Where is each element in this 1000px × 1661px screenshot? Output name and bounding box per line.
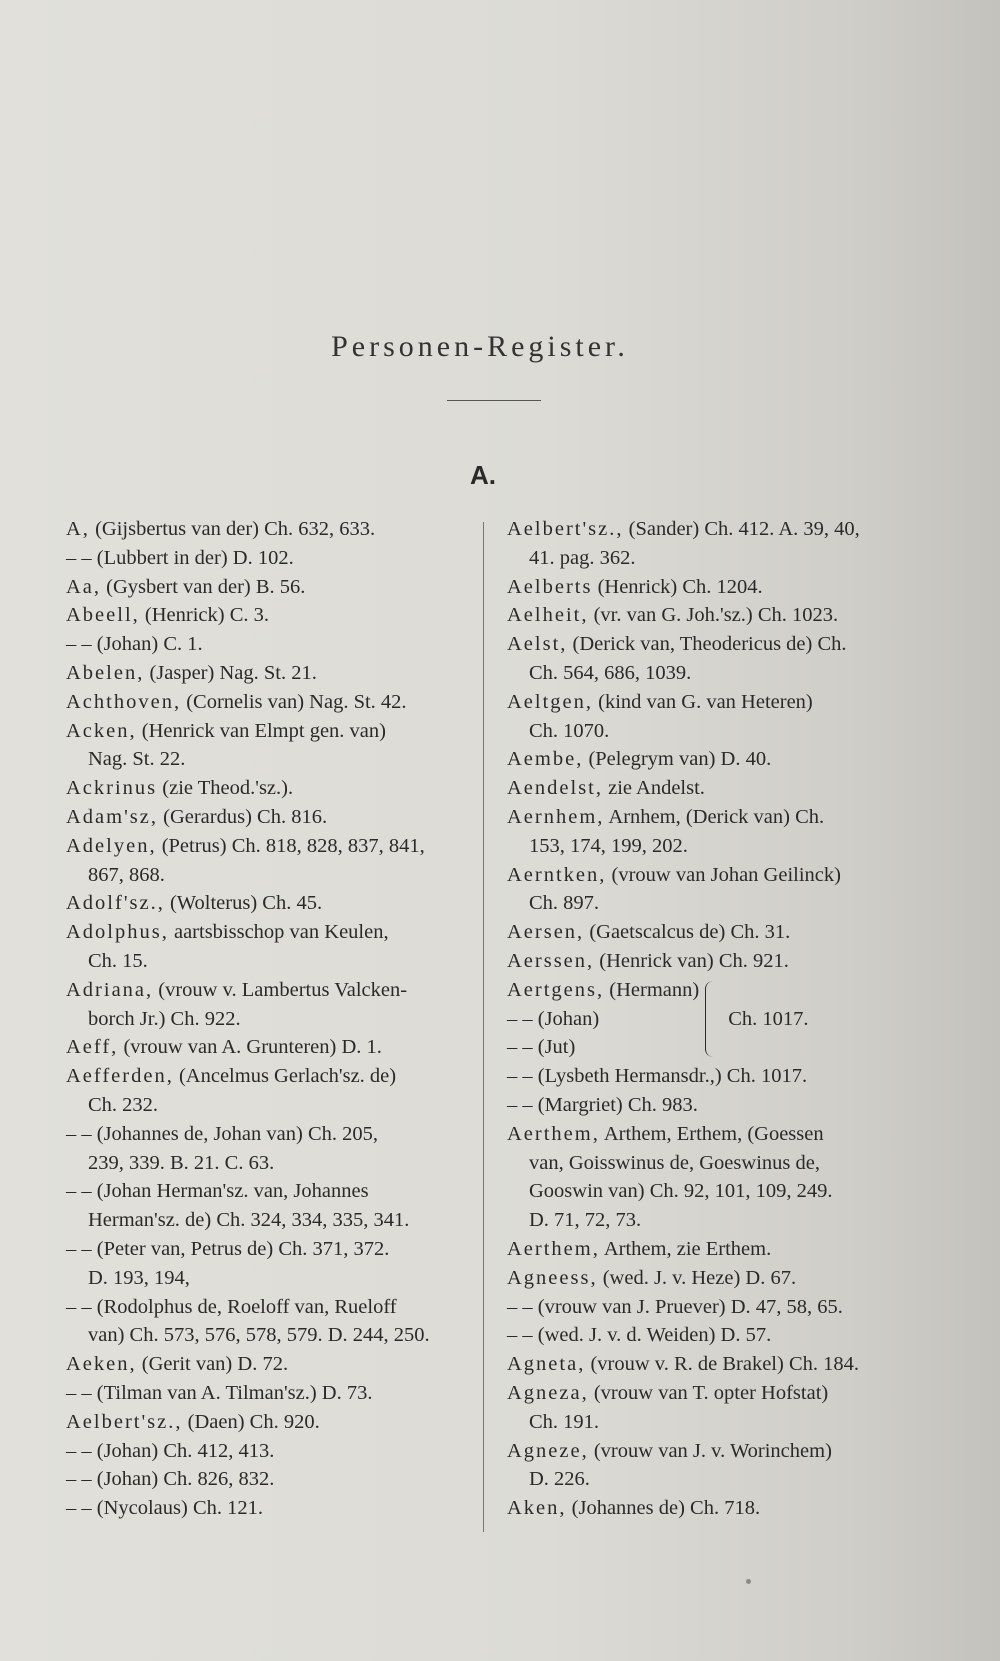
register-entry [66, 1120, 481, 1178]
entry-text: (Ancelmus Gerlach'sz. de) Ch. 232. [88, 1065, 397, 1116]
register-entry [507, 1264, 917, 1293]
register-entry [507, 861, 917, 919]
entry-text: Arnhem, (Derick van) Ch. 153, 174, 199, 202. [529, 805, 825, 857]
register-entry [66, 1293, 481, 1351]
entry-headword: Aerthem, [507, 1237, 600, 1260]
entry-text: – – (Lysbeth Hermansdr.,) Ch. 1017. [507, 1065, 808, 1088]
entry-text: – – (Johan) Ch. 412, 413. [66, 1439, 275, 1462]
entry-headword: Abeell, [66, 604, 140, 627]
group-brace [705, 981, 718, 1057]
register-entry [66, 1437, 481, 1466]
entry-text: (vrouw van A. Grunteren) D. 1. [118, 1036, 382, 1059]
register-entry [66, 1062, 481, 1120]
register-entry [507, 515, 917, 573]
entry-headword: Aerthem, [507, 1122, 600, 1145]
entry-text: – – (Johan Herman'sz. van, Johannes Herman'sz. de) Ch. 324, 334, 335, 341. [66, 1180, 410, 1232]
entry-headword: Aeltgen, [507, 690, 594, 713]
register-entry [66, 889, 481, 918]
entry-headword: Agneta, [507, 1353, 586, 1376]
register-entry [507, 630, 917, 688]
entry-text: – – (Rodolphus de, Roeloff van, Rueloff van) Ch. 573, 576, 578, 579. D. 244, 250. [66, 1295, 430, 1347]
entry-text: (Johannes de) Ch. 718. [566, 1497, 761, 1520]
entry-headword: Abelen, [66, 661, 145, 684]
entry-text: – – (Tilman van A. Tilman'sz.) D. 73. [66, 1381, 373, 1404]
register-entry [66, 1033, 481, 1062]
register-entry [507, 976, 699, 1005]
entry-text: (wed. J. v. Heze) D. 67. [597, 1266, 797, 1289]
entry-text: (Gerit van) D. 72. [136, 1353, 289, 1376]
entry-text: (vrouw van J. v. Worinchem) D. 226. [529, 1439, 832, 1491]
register-entry [66, 659, 481, 688]
register-entry [507, 947, 917, 976]
entry-text: – – (Lubbert in der) D. 102. [66, 546, 294, 569]
entry-text: – – (Johannes de, Johan van) Ch. 205, 239, 339. B. 21. C. 63. [66, 1122, 379, 1174]
entry-text: – – (wed. J. v. d. Weiden) D. 57. [507, 1324, 772, 1347]
entry-headword: Agneze, [507, 1439, 589, 1462]
entry-text: (vr. van G. Joh.'sz.) Ch. 1023. [588, 604, 839, 627]
register-entry [507, 1494, 917, 1523]
speck-mark [746, 1579, 751, 1584]
entry-text: (Gaetscalcus de) Ch. 31. [584, 921, 791, 944]
register-entry [507, 1235, 917, 1264]
entry-text: (vrouw van Johan Geilinck) Ch. 897. [529, 863, 841, 915]
page-title: Personen-Register. [331, 330, 629, 363]
register-entry [507, 688, 917, 746]
entry-headword: Aertgens, [507, 978, 605, 1001]
register-entry [507, 745, 917, 774]
entry-text: (vrouw van T. opter Hofstat) Ch. 191. [529, 1381, 829, 1433]
right-column [507, 515, 917, 1523]
entry-text: (Henrick van) Ch. 921. [594, 949, 789, 972]
entry-headword: Acken, [66, 719, 137, 742]
register-entry [66, 803, 481, 832]
entry-headword: Aeff, [66, 1036, 119, 1059]
entry-text: (Pelegrym van) D. 40. [583, 748, 772, 771]
entry-headword: Adam'sz, [66, 805, 158, 828]
entry-headword: Aken, [507, 1497, 567, 1520]
entry-headword: Aelbert'sz., [66, 1410, 183, 1433]
register-entry [66, 976, 481, 1034]
entry-text: (Sander) Ch. 412. A. 39, 40, 41. pag. 362. [529, 518, 860, 569]
entry-headword: Ackrinus [66, 777, 158, 800]
register-entry [66, 688, 481, 717]
entry-headword: Aeken, [66, 1353, 137, 1376]
register-entry [507, 918, 917, 947]
entry-headword: Aersen, [507, 921, 585, 944]
register-entry [507, 1350, 917, 1379]
entry-text: Arthem, zie Erthem. [599, 1237, 772, 1260]
entry-text: (Derick van, Theodericus de) Ch. Ch. 564, 686, 1039. [529, 633, 847, 684]
register-entry [507, 1062, 917, 1091]
register-entry [66, 717, 481, 775]
register-entry [66, 1494, 481, 1523]
entry-headword: Agneess, [507, 1266, 598, 1289]
entry-text: aartsbisschop van Keulen, Ch. 15. [88, 921, 389, 972]
register-entry [66, 1379, 481, 1408]
entry-text: (Jasper) Nag. St. 21. [144, 661, 317, 684]
register-entry [66, 1177, 481, 1235]
register-entry [66, 601, 481, 630]
entry-text: (kind van G. van Heteren) Ch. 1070. [529, 690, 813, 742]
entry-text: (Henrick) Ch. 1204. [592, 575, 763, 598]
entry-text: zie Andelst. [603, 777, 705, 800]
entry-headword: Aendelst, [507, 777, 603, 800]
entry-text: – – (Johan) Ch. 826, 832. [66, 1468, 275, 1491]
entry-group [507, 976, 917, 1062]
entry-text: (zie Theod.'sz.). [157, 777, 294, 800]
register-entry [507, 774, 917, 803]
entry-headword: Aerntken, [507, 863, 607, 886]
register-entry [66, 1350, 481, 1379]
register-entry [507, 1321, 917, 1350]
section-letter: A. [470, 460, 496, 490]
entry-text: (Henrick van Elmpt gen. van) Nag. St. 22. [88, 719, 386, 771]
entry-text: – – (Johan) C. 1. [66, 633, 203, 656]
entry-headword: Adriana, [66, 978, 154, 1001]
entry-text: – – (Nycolaus) Ch. 121. [66, 1497, 264, 1520]
register-entry [66, 515, 481, 544]
register-entry [66, 1408, 481, 1437]
register-entry [507, 601, 917, 630]
register-entry [507, 1033, 699, 1062]
register-entry [507, 1293, 917, 1322]
entry-text: (Wolterus) Ch. 45. [164, 892, 323, 915]
register-entry [66, 544, 481, 573]
entry-text: (Hermann) [604, 978, 700, 1001]
entry-text: Arthem, Erthem, (Goessen van, Goisswinus de, Goeswinus de, Gooswin van) Ch. 92, 101, 109, 249. D. 71, 72, 73. [529, 1122, 833, 1232]
entry-text: – – (Margriet) Ch. 983. [507, 1093, 698, 1116]
entry-headword: Adolphus, [66, 921, 169, 944]
left-column [66, 515, 481, 1523]
entry-headword: Aelheit, [507, 604, 589, 627]
register-entry [507, 803, 917, 861]
entry-text: (vrouw v. R. de Brakel) Ch. 184. [585, 1353, 859, 1376]
entry-headword: Aembe, [507, 748, 584, 771]
entry-headword: Aelbert'sz., [507, 518, 624, 540]
entry-headword: Aefferden, [66, 1065, 174, 1088]
register-entry [66, 832, 481, 890]
entry-headword: Adelyen, [66, 834, 157, 857]
entry-headword: Aelberts [507, 575, 593, 598]
entry-headword: Aerssen, [507, 949, 595, 972]
entry-text: (Gijsbertus van der) Ch. 632, 633. [89, 518, 376, 540]
entry-text: – – (Peter van, Petrus de) Ch. 371, 372. D. 193, 194, [66, 1237, 390, 1289]
register-entry [66, 918, 481, 976]
entry-headword: Aernhem, [507, 805, 605, 828]
entry-text: (Gysbert van der) B. 56. [101, 575, 306, 598]
entry-text: (Cornelis van) Nag. St. 42. [181, 690, 407, 713]
entry-headword: Agneza, [507, 1381, 589, 1404]
register-entry [507, 1091, 917, 1120]
register-entry [507, 1437, 917, 1495]
register-entry [507, 1379, 917, 1437]
entry-text: – – (Johan) [507, 1007, 600, 1030]
entry-text: (vrouw v. Lambertus Valcken- borch Jr.) Ch. 922. [88, 978, 408, 1030]
entry-headword: Aelst, [507, 633, 568, 656]
register-entry [66, 630, 481, 659]
register-entry [66, 573, 481, 602]
entry-text: (Daen) Ch. 920. [182, 1410, 320, 1433]
column-divider [483, 522, 484, 1532]
register-entry [66, 774, 481, 803]
register-entry [507, 1120, 917, 1235]
entry-text: – – (Jut) [507, 1036, 576, 1059]
entry-headword: Adolf'sz., [66, 892, 165, 915]
entry-text: – – (vrouw van J. Pruever) D. 47, 58, 65. [507, 1295, 843, 1318]
entry-text: (Henrick) C. 3. [139, 604, 270, 627]
register-entry [66, 1235, 481, 1293]
register-entry [507, 1005, 699, 1034]
entry-headword: Achthoven, [66, 690, 182, 713]
entry-text: (Gerardus) Ch. 816. [158, 805, 328, 828]
group-reference: Ch. 1017. [728, 1007, 809, 1030]
title-rule [447, 400, 541, 401]
entry-headword: Aa, [66, 575, 102, 598]
entry-headword: A, [66, 518, 90, 540]
entry-text: (Petrus) Ch. 818, 828, 837, 841, 867, 868. [88, 834, 425, 886]
register-entry [507, 573, 917, 602]
register-entry [66, 1465, 481, 1494]
